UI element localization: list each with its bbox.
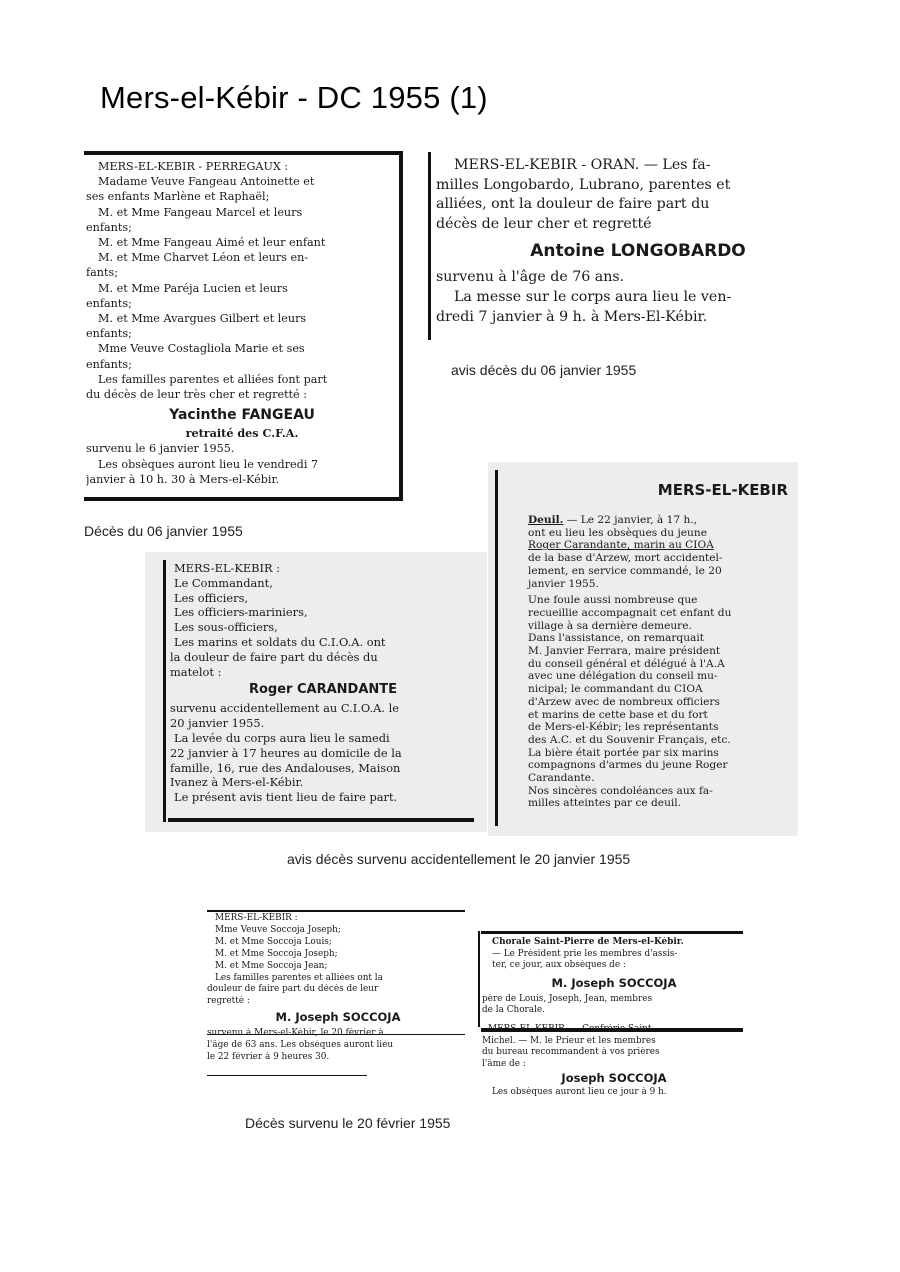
text-line: survenu à l'âge de 76 ans. bbox=[436, 269, 625, 286]
text-line: 22 janvier à 17 heures au domicile de la bbox=[170, 745, 402, 760]
clip-top-rule bbox=[84, 151, 403, 155]
text-line: d'Arzew avec de nombreux officiers bbox=[528, 695, 720, 708]
clip-side-rule bbox=[163, 560, 166, 822]
clipping-longobardo bbox=[436, 156, 840, 338]
text-line: MERS-EL-KEBIR - ORAN. — Les fa- bbox=[454, 157, 711, 173]
text-line: lement, en service commandé, le 20 bbox=[528, 564, 722, 577]
text-line: Les obsèques auront lieu ce jour à 9 h. bbox=[492, 1087, 667, 1098]
text-line: Les familles parentes et alliées ont la bbox=[215, 972, 383, 983]
text-line: Les officiers, bbox=[174, 590, 249, 605]
text-line: Chorale Saint-Pierre de Mers-el-Kébir. bbox=[492, 937, 684, 947]
text-line: enfants; bbox=[86, 327, 132, 341]
text-line: père de Louis, Joseph, Jean, membres bbox=[482, 993, 653, 1004]
text-line: Le présent avis tient lieu de faire part. bbox=[174, 790, 398, 805]
text-line: MERS-EL-KEBIR : bbox=[174, 561, 281, 575]
text-line: du décès de leur très cher et regretté : bbox=[86, 388, 308, 402]
clip-divider-rule bbox=[481, 1028, 743, 1032]
clip-bottom-rule bbox=[84, 497, 403, 501]
text-line: M. et Mme Paréja Lucien et leurs bbox=[98, 281, 288, 295]
text-line: la douleur de faire part du décès du bbox=[170, 649, 378, 664]
clip-top-rule bbox=[481, 931, 743, 934]
caption-avis-20-janvier: avis décès survenu accidentellement le 20 janvier 1955 bbox=[287, 851, 631, 867]
text-line: famille, 16, rue des Andalouses, Maison bbox=[170, 760, 401, 775]
deceased-name: M. Joseph SOCCOJA bbox=[551, 975, 677, 990]
clip-heading: MERS-EL-KEBIR bbox=[657, 481, 788, 499]
text-line: MERS-EL-KEBIR - PERREGAUX : bbox=[98, 160, 289, 173]
text-line: survenu accidentellement au C.I.O.A. le bbox=[170, 701, 400, 716]
text-line: ont eu lieu les obsèques du jeune bbox=[528, 526, 707, 539]
text-line: milles Longobardo, Lubrano, parentes et bbox=[436, 176, 731, 193]
text-line: MERS-EL-KEBIR : bbox=[215, 913, 298, 923]
text-line: M. et Mme Fangeau Marcel et leurs bbox=[98, 205, 303, 219]
text-line: Les marins et soldats du C.I.O.A. ont bbox=[174, 634, 386, 649]
text-line: La levée du corps aura lieu le samedi bbox=[174, 730, 390, 745]
text-line: recueillie accompagnait cet enfant du bbox=[528, 606, 732, 619]
deceased-name: Antoine LONGOBARDO bbox=[530, 241, 746, 262]
text-line: Les officiers-mariniers, bbox=[174, 605, 308, 620]
text-line bbox=[504, 514, 792, 527]
text-line: janvier à 10 h. 30 à Mers-el-Kébir. bbox=[86, 472, 280, 486]
text-line: matelot : bbox=[170, 664, 222, 679]
text-line: décès de leur cher et regretté bbox=[436, 215, 652, 232]
text-line: enfants; bbox=[86, 357, 132, 371]
text-line: Mme Veuve Soccoja Joseph; bbox=[215, 924, 341, 935]
clip-side-rule bbox=[495, 470, 498, 826]
caption-deces-20-fevrier: Décès survenu le 20 février 1955 bbox=[245, 1115, 451, 1131]
text-line: du conseil général et délégué à l'A.A bbox=[528, 657, 725, 670]
text-line: Carandante. bbox=[528, 772, 595, 785]
text-line: M. Janvier Ferrara, maire président bbox=[528, 645, 721, 658]
text-line: Les sous-officiers, bbox=[174, 620, 278, 635]
text-line: Roger Carandante, marin au CIOA bbox=[528, 539, 714, 552]
text-line: Les familles parentes et alliées font part bbox=[98, 372, 328, 386]
text-line: janvier 1955. bbox=[528, 577, 599, 590]
page-title: Mers-el-Kébir - DC 1955 (1) bbox=[100, 80, 488, 115]
text-line: Michel. — M. le Prieur et les membres bbox=[482, 1035, 656, 1046]
text-line: 20 janvier 1955. bbox=[170, 716, 265, 731]
text-line: et marins de cette base et du fort bbox=[528, 708, 708, 721]
clipping-soccoja-family bbox=[207, 913, 469, 1081]
text-line: enfants; bbox=[86, 296, 132, 310]
text-line: milles atteintes par ce deuil. bbox=[528, 797, 682, 810]
text-line: Le Commandant, bbox=[174, 575, 273, 590]
text-fragment: — Le 22 janvier, à 17 h., bbox=[563, 514, 698, 526]
clip-side-rule bbox=[478, 931, 480, 1027]
deuil-label: Deuil. bbox=[528, 514, 564, 526]
text-line: du bureau recommandent à vos prières bbox=[482, 1047, 660, 1058]
text-line: compagnons d'armes du jeune Roger bbox=[528, 759, 728, 772]
caption-avis-06-janvier: avis décès du 06 janvier 1955 bbox=[451, 362, 637, 378]
text-line: M. et Mme Charvet Léon et leurs en- bbox=[98, 251, 309, 265]
text-line: fants; bbox=[86, 266, 119, 280]
text-line: Madame Veuve Fangeau Antoinette et bbox=[98, 175, 315, 189]
text-line: Ivanez à Mers-el-Kébir. bbox=[170, 775, 304, 790]
clip-side-rule bbox=[399, 151, 403, 501]
text-line: alliées, ont la douleur de faire part du bbox=[436, 196, 710, 213]
text-line: Dans l'assistance, on remarquait bbox=[528, 632, 704, 645]
deceased-name: Roger CARANDANTE bbox=[248, 682, 398, 698]
text-line: avec une délégation du conseil mu- bbox=[528, 670, 718, 683]
clip-bottom-rule bbox=[207, 1075, 367, 1076]
clip-top-rule bbox=[207, 910, 465, 912]
deceased-name: Yacinthe FANGEAU bbox=[169, 407, 315, 424]
text-line: dredi 7 janvier à 9 h. à Mers-El-Kébir. bbox=[436, 308, 708, 325]
text-line: regretté : bbox=[207, 996, 250, 1007]
text-line: nicipal; le commandant du CIOA bbox=[528, 683, 703, 696]
text-line: de la Chorale. bbox=[482, 1005, 546, 1016]
text-line: M. et Mme Soccoja Joseph; bbox=[215, 948, 338, 959]
text-line: village à sa dernière demeure. bbox=[528, 619, 692, 632]
text-line: l'âme de : bbox=[482, 1058, 526, 1069]
text-line: ses enfants Marlène et Raphaël; bbox=[86, 190, 270, 204]
text-line: l'âge de 63 ans. Les obsèques auront lieu bbox=[207, 1040, 394, 1051]
clipping-cioa bbox=[170, 561, 476, 817]
clip-side-rule bbox=[428, 152, 431, 340]
clip-inner-rule bbox=[207, 1034, 465, 1035]
clipping-chorale bbox=[482, 937, 746, 1117]
text-line: M. et Mme Avargues Gilbert et leurs bbox=[98, 312, 307, 326]
text-line: Les obsèques auront lieu le vendredi 7 bbox=[98, 457, 319, 471]
text-line: — Le Président prie les membres d'assis- bbox=[492, 948, 678, 959]
text-line: douleur de faire part du décès de leur bbox=[207, 984, 379, 995]
caption-deces-06-janvier: Décès du 06 janvier 1955 bbox=[84, 523, 243, 539]
clipping-perregaux bbox=[86, 159, 398, 497]
text-line: Une foule aussi nombreuse que bbox=[528, 594, 698, 607]
text-line: le 22 février à 9 heures 30. bbox=[207, 1052, 330, 1063]
text-line: M. et Mme Fangeau Aimé et leur enfant bbox=[98, 236, 326, 250]
deceased-subtitle: retraité des C.F.A. bbox=[185, 426, 299, 441]
text-line: Mme Veuve Costagliola Marie et ses bbox=[98, 342, 305, 356]
clip-bottom-rule bbox=[168, 818, 474, 822]
text-line: Nos sincères condoléances aux fa- bbox=[528, 784, 713, 797]
text-line: enfants; bbox=[86, 220, 132, 234]
deceased-name: M. Joseph SOCCOJA bbox=[275, 1010, 401, 1025]
text-line: de Mers-el-Kébir; les représentants bbox=[528, 721, 719, 734]
text-line: des A.C. et du Souvenir Français, etc. bbox=[528, 733, 731, 746]
text-line: survenu le 6 janvier 1955. bbox=[86, 442, 235, 456]
text-line: ter, ce jour, aux obsèques de : bbox=[492, 960, 626, 971]
text-line: M. et Mme Soccoja Louis; bbox=[215, 936, 332, 947]
clipping-deuil bbox=[504, 478, 792, 830]
text-line: La messe sur le corps aura lieu le ven- bbox=[454, 288, 732, 305]
deceased-name: Joseph SOCCOJA bbox=[561, 1071, 667, 1086]
text-line: M. et Mme Soccoja Jean; bbox=[215, 960, 328, 971]
text-line: La bière était portée par six marins bbox=[528, 746, 719, 759]
text-line: de la base d'Arzew, mort accidentel- bbox=[528, 552, 723, 565]
